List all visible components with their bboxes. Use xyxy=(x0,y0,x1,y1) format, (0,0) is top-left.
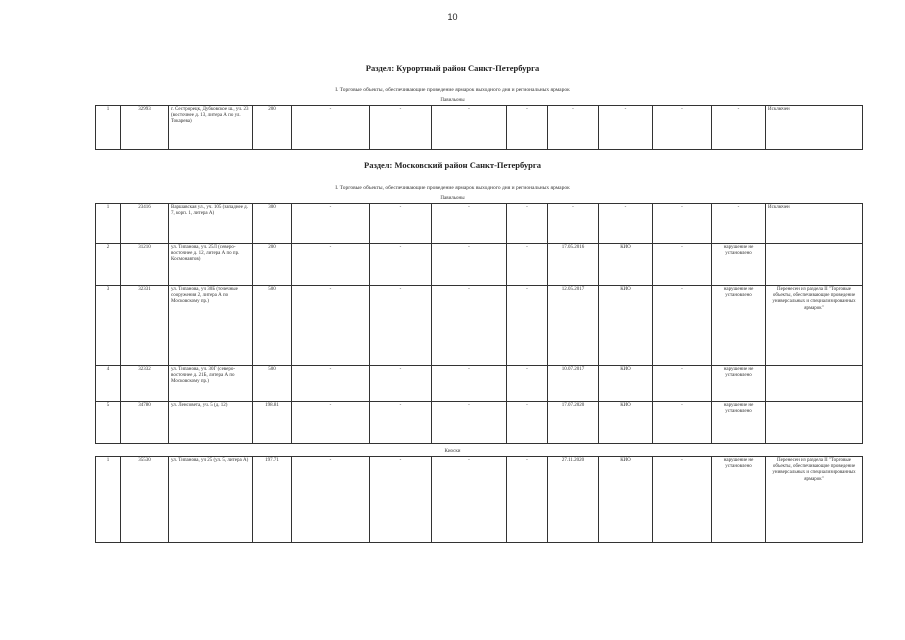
cell-col6: - xyxy=(370,204,432,244)
cell-authority: КИО xyxy=(599,402,653,444)
cell-index: 5 xyxy=(96,402,121,444)
cell-col5: - xyxy=(292,366,370,402)
cell-col7: - xyxy=(432,106,507,150)
cell-code: 32993 xyxy=(121,106,169,150)
group-label-pavilions: Павильоны xyxy=(440,196,465,201)
cell-note: Исключен xyxy=(766,106,863,150)
cell-date: - xyxy=(548,106,599,150)
cell-authority: - xyxy=(599,106,653,150)
cell-address: Варшавская ул., уч. 105 (западнее д. 7, корп. 1, литера А) xyxy=(169,204,253,244)
cell-col7: - xyxy=(432,244,507,286)
cell-col8: - xyxy=(507,204,548,244)
cell-col5: - xyxy=(292,244,370,286)
cell-col5: - xyxy=(292,457,370,543)
cell-address: ул. Типанова, уч 25 (ул. 5, литера А) xyxy=(169,457,253,543)
cell-area: 197.71 xyxy=(253,457,292,543)
cell-index: 1 xyxy=(96,204,121,244)
cell-col6: - xyxy=(370,402,432,444)
cell-result: нарушение не установлено xyxy=(712,244,766,286)
cell-col11: - xyxy=(653,286,712,366)
cell-col11: - xyxy=(653,402,712,444)
cell-result: - xyxy=(712,106,766,150)
table-row xyxy=(96,244,863,286)
cell-area: 300 xyxy=(253,204,292,244)
cell-col7: - xyxy=(432,402,507,444)
cell-code: 31210 xyxy=(121,244,169,286)
cell-col8: - xyxy=(507,366,548,402)
cell-note: Исключен xyxy=(766,204,863,244)
cell-col11: - xyxy=(653,244,712,286)
cell-index: 3 xyxy=(96,286,121,366)
cell-col6: - xyxy=(370,366,432,402)
cell-col7: - xyxy=(432,366,507,402)
cell-date: 27.11.2020 xyxy=(548,457,599,543)
cell-note xyxy=(766,366,863,402)
cell-col11: - xyxy=(653,457,712,543)
cell-area: 200 xyxy=(253,244,292,286)
cell-col8: - xyxy=(507,286,548,366)
cell-area: 198.81 xyxy=(253,402,292,444)
cell-authority: КИО xyxy=(599,244,653,286)
cell-date: 10.07.2017 xyxy=(548,366,599,402)
section-title-moskovsky: Раздел: Московский район Санкт-Петербурга xyxy=(364,160,541,170)
cell-result: нарушение не установлено xyxy=(712,286,766,366)
cell-code: 23416 xyxy=(121,204,169,244)
cell-index: 1 xyxy=(96,457,121,543)
cell-col7: - xyxy=(432,457,507,543)
table-moskovsky-kiosks xyxy=(95,456,863,543)
cell-authority: КИО xyxy=(599,366,653,402)
cell-col5: - xyxy=(292,402,370,444)
cell-code: 34780 xyxy=(121,402,169,444)
cell-col6: - xyxy=(370,286,432,366)
cell-authority: - xyxy=(599,204,653,244)
cell-col8: - xyxy=(507,402,548,444)
cell-col11: - xyxy=(653,366,712,402)
cell-address: ул. Типанова, уч 30Б (точечные сооружения 2, литера А по Московскому пр.) xyxy=(169,286,253,366)
cell-result: нарушение не установлено xyxy=(712,457,766,543)
cell-address: г. Сестрорецк, Дубковское ш., уч. 23 (восточнее д. 13, литера А по ул. Токарева) xyxy=(169,106,253,150)
cell-date: 12.05.2017 xyxy=(548,286,599,366)
cell-code: 35530 xyxy=(121,457,169,543)
cell-col11: - xyxy=(653,204,712,244)
cell-index: 2 xyxy=(96,244,121,286)
cell-date: 17.07.2020 xyxy=(548,402,599,444)
cell-date: - xyxy=(548,204,599,244)
cell-authority: КИО xyxy=(599,457,653,543)
cell-col7: - xyxy=(432,204,507,244)
cell-col8: - xyxy=(507,244,548,286)
cell-address: ул. Типанова, уч. 30Г (северо-восточнее д. 21Б, литера А по Московскому пр.) xyxy=(169,366,253,402)
cell-address: ул. Ленсовета, уч. 5 (д. 12) xyxy=(169,402,253,444)
cell-col5: - xyxy=(292,106,370,150)
table-row xyxy=(96,457,863,543)
cell-index: 1 xyxy=(96,106,121,150)
cell-col7: - xyxy=(432,286,507,366)
section-subtitle-kurortny: I. Торговые объекты, обеспечивающие проведение ярмарок выходного дня и региональных ярмарок xyxy=(335,87,570,93)
cell-col5: - xyxy=(292,204,370,244)
cell-code: 32331 xyxy=(121,286,169,366)
cell-code: 32332 xyxy=(121,366,169,402)
table-row xyxy=(96,106,863,150)
cell-result: - xyxy=(712,204,766,244)
cell-result: нарушение не установлено xyxy=(712,402,766,444)
cell-result: нарушение не установлено xyxy=(712,366,766,402)
table-row xyxy=(96,402,863,444)
table-row xyxy=(96,204,863,244)
cell-col8: - xyxy=(507,106,548,150)
page-number: 10 xyxy=(447,12,458,22)
cell-area: 500 xyxy=(253,286,292,366)
cell-col6: - xyxy=(370,457,432,543)
cell-note: Перенесен из раздела II "Торговые объекты, обеспечивающие проведение универсальных и специализированных ярмарок" xyxy=(766,457,863,543)
group-label-kiosks: Киоски xyxy=(444,449,461,454)
table-row xyxy=(96,286,863,366)
cell-col6: - xyxy=(370,244,432,286)
cell-index: 4 xyxy=(96,366,121,402)
cell-area: 500 xyxy=(253,366,292,402)
cell-authority: КИО xyxy=(599,286,653,366)
cell-col8: - xyxy=(507,457,548,543)
cell-note xyxy=(766,402,863,444)
table-row xyxy=(96,366,863,402)
cell-date: 17.05.2016 xyxy=(548,244,599,286)
cell-col11: - xyxy=(653,106,712,150)
cell-address: ул. Типанова, уч. 25Л (северо-восточнее д. 12, литера А по пр. Космонавтов) xyxy=(169,244,253,286)
cell-area: 200 xyxy=(253,106,292,150)
table-kurortny-pavilions xyxy=(95,105,863,150)
table-moskovsky-pavilions xyxy=(95,203,863,444)
cell-col6: - xyxy=(370,106,432,150)
cell-note xyxy=(766,244,863,286)
section-subtitle-moskovsky: I. Торговые объекты, обеспечивающие проведение ярмарок выходного дня и региональных ярмарок xyxy=(335,185,570,191)
cell-col5: - xyxy=(292,286,370,366)
cell-note: Перенесен из раздела II "Торговые объекты, обеспечивающие проведение универсальных и специализированных ярмарок" xyxy=(766,286,863,366)
group-label-pavilions: Павильоны xyxy=(440,98,465,103)
section-title-kurortny: Раздел: Курортный район Санкт-Петербурга xyxy=(365,63,540,73)
